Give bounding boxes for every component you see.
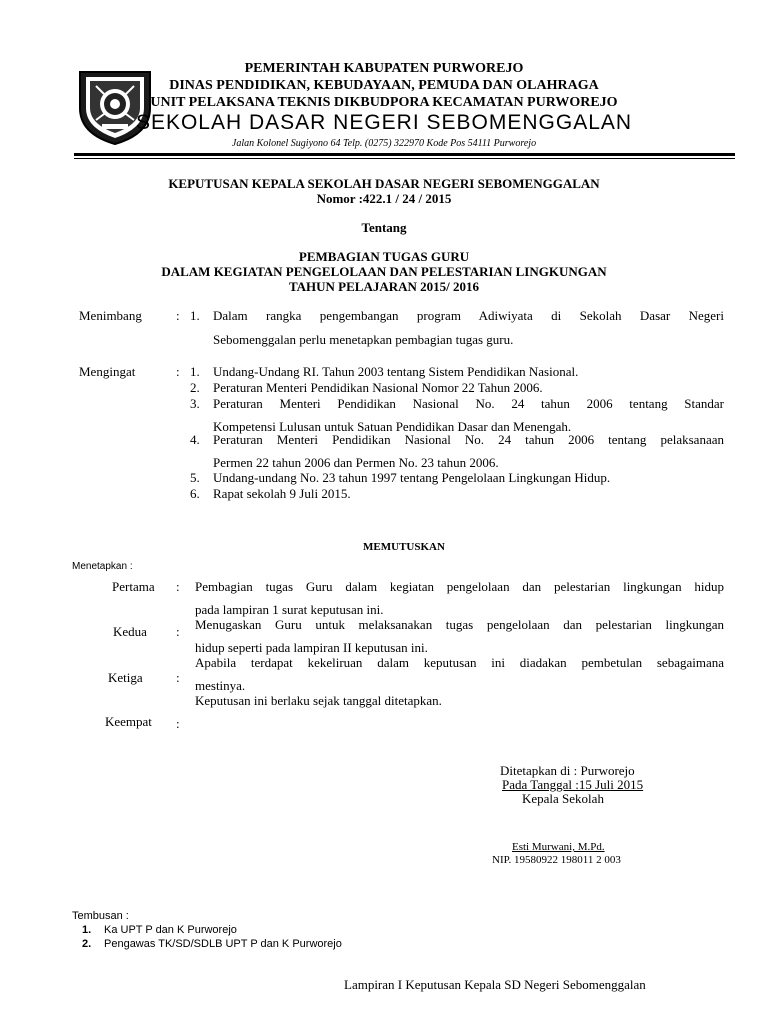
mengingat-item-text-cont: Permen 22 tahun 2006 dan Permen No. 23 tahun 2006. xyxy=(213,455,499,470)
attachment-footer: Lampiran I Keputusan Kepala SD Negeri Sebomenggalan xyxy=(344,977,646,992)
letterhead-line-1: PEMERINTAH KABUPATEN PURWOREJO xyxy=(244,61,524,76)
decision-text-pertama: Pembagian tugas Guru dalam kegiatan pengelolaan dan pelestarian lingkungan hidup xyxy=(195,579,724,594)
letterhead-line-2: DINAS PENDIDIKAN, KEBUDAYAAN, PEMUDA DAN OLAHRAGA xyxy=(169,78,599,93)
menimbang-label: Menimbang xyxy=(79,308,142,323)
memutuskan-heading: MEMUTUSKAN xyxy=(363,541,445,553)
mengingat-item-text: Undang-Undang RI. Tahun 2003 tentang Sistem Pendidikan Nasional. xyxy=(213,364,579,379)
decision-text-keempat: Keputusan ini berlaku sejak tanggal ditetapkan. xyxy=(195,693,442,708)
signature-role: Kepala Sekolah xyxy=(522,791,604,806)
mengingat-label: Mengingat xyxy=(79,364,136,379)
mengingat-item-number: 1. xyxy=(190,364,200,379)
decision-colon: : xyxy=(176,579,180,594)
decision-label-ketiga: Ketiga xyxy=(108,670,143,685)
school-address: Jalan Kolonel Sugiyono 64 Telp. (0275) 322970 Kode Pos 54111 Purworejo xyxy=(231,138,537,149)
decision-colon: : xyxy=(176,624,180,639)
decree-tentang: Tentang xyxy=(361,220,407,235)
decree-title: KEPUTUSAN KEPALA SEKOLAH DASAR NEGERI SEBOMENGGALAN xyxy=(168,176,600,191)
tembusan-item-text: Ka UPT P dan K Purworejo xyxy=(104,924,237,936)
mengingat-item-text: Rapat sekolah 9 Juli 2015. xyxy=(213,486,351,501)
decision-text-kedua: Menugaskan Guru untuk melaksanakan tugas pengelolaan dan pelestarian lingkungan xyxy=(195,617,724,632)
letterhead-line-3: UNIT PELAKSANA TEKNIS DIKBUDPORA KECAMATAN PURWOREJO xyxy=(150,95,618,110)
decision-label-pertama: Pertama xyxy=(112,579,155,594)
mengingat-item-number: 4. xyxy=(190,432,200,447)
decision-label-kedua: Kedua xyxy=(113,624,147,639)
school-name: SEKOLAH DASAR NEGERI SEBOMENGGALAN xyxy=(135,111,633,134)
decision-text-pertama-cont: pada lampiran 1 surat keputusan ini. xyxy=(195,602,384,617)
menimbang-item-number: 1. xyxy=(190,308,200,323)
decision-text-ketiga: Apabila terdapat kekeliruan dalam keputusan ini diadakan pembetulan sebagaimana xyxy=(195,655,724,670)
tembusan-label: Tembusan : xyxy=(72,910,129,922)
menimbang-item-line1: Dalam rangka pengembangan program Adiwiyata di Sekolah Dasar Negeri xyxy=(213,308,724,323)
tembusan-item-number: 1. xyxy=(82,924,92,936)
signature-date: Pada Tanggal :15 Juli 2015 xyxy=(502,777,644,792)
decision-colon: : xyxy=(176,670,180,685)
decree-subject-2: DALAM KEGIATAN PENGELOLAAN DAN PELESTARIAN LINGKUNGAN xyxy=(161,264,607,279)
mengingat-item-number: 5. xyxy=(190,470,200,485)
signatory-nip: NIP. 19580922 198011 2 003 xyxy=(492,854,621,866)
tembusan-item-number: 2. xyxy=(82,938,92,950)
mengingat-item-number: 3. xyxy=(190,396,200,411)
signatory-name: Esti Murwani, M.Pd. xyxy=(512,841,605,853)
letterhead-rule-thin xyxy=(74,158,735,159)
decision-colon: : xyxy=(176,716,180,731)
mengingat-item-number: 6. xyxy=(190,486,200,501)
decision-label-keempat: Keempat xyxy=(105,714,152,729)
menetapkan-label: Menetapkan : xyxy=(72,561,133,572)
mengingat-colon: : xyxy=(176,364,180,379)
mengingat-item-text: Undang-undang No. 23 tahun 1997 tentang Pengelolaan Lingkungan Hidup. xyxy=(213,470,611,485)
decree-number: Nomor :422.1 / 24 / 2015 xyxy=(316,191,452,206)
signature-place: Ditetapkan di : Purworejo xyxy=(500,763,635,778)
mengingat-item-number: 2. xyxy=(190,380,200,395)
mengingat-item-text-cont: Kompetensi Lulusan untuk Satuan Pendidikan Dasar dan Menengah. xyxy=(213,419,572,434)
decree-subject-1: PEMBAGIAN TUGAS GURU xyxy=(298,249,470,264)
mengingat-item-text: Peraturan Menteri Pendidikan Nasional Nomor 22 Tahun 2006. xyxy=(213,380,543,395)
decision-text-kedua-cont: hidup seperti pada lampiran II keputusan ini. xyxy=(195,640,428,655)
menimbang-colon: : xyxy=(176,308,180,323)
letterhead-rule-thick xyxy=(74,153,735,156)
mengingat-item-text: Peraturan Menteri Pendidikan Nasional No. 24 tahun 2006 tentang pelaksanaan xyxy=(213,432,724,447)
menimbang-item-line2: Sebomenggalan perlu menetapkan pembagian tugas guru. xyxy=(213,332,514,347)
tembusan-item-text: Pengawas TK/SD/SDLB UPT P dan K Purworejo xyxy=(104,938,342,950)
decision-text-ketiga-cont: mestinya. xyxy=(195,678,246,693)
mengingat-item-text: Peraturan Menteri Pendidikan Nasional No. 24 tahun 2006 tentang Standar xyxy=(213,396,724,411)
decree-subject-3: TAHUN PELAJARAN 2015/ 2016 xyxy=(288,279,480,294)
